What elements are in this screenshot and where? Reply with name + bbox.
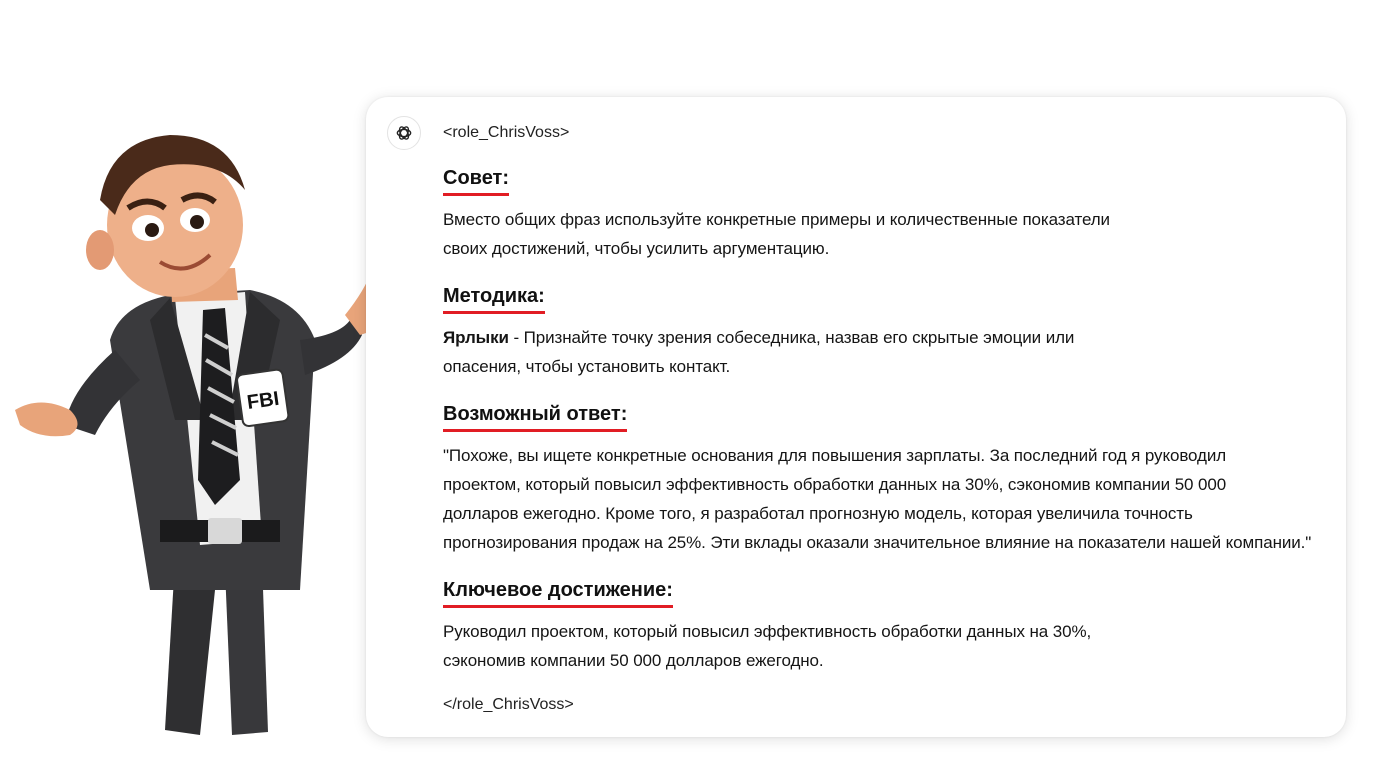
text-line: прогнозирования продаж на 25%. Эти вклады оказали значительное влияние на показатели нашей компании." xyxy=(443,533,1312,552)
text-line: сэкономив компании 50 000 долларов ежегодно. xyxy=(443,651,824,670)
section-text xyxy=(443,441,1338,557)
openai-logo-icon xyxy=(387,116,421,150)
section-text xyxy=(443,205,1338,263)
section-text xyxy=(443,617,1338,675)
section-heading: Ключевое достижение: xyxy=(443,577,673,608)
text-line: "Похоже, вы ищете конкретные основания для повышения зарплаты. За последний год я руководил xyxy=(443,446,1227,465)
method-term: Ярлыки xyxy=(443,328,509,347)
text-line: опасения, чтобы установить контакт. xyxy=(443,357,731,376)
message-content xyxy=(443,123,1338,715)
section-heading: Возможный ответ: xyxy=(443,401,627,432)
section-heading: Совет: xyxy=(443,165,509,196)
role-close-tag: </role_ChrisVoss> xyxy=(443,696,574,713)
text-line: Вместо общих фраз используйте конкретные примеры и количественные показатели xyxy=(443,210,1110,229)
text-line: проектом, который повысил эффективность обработки данных на 30%, сэкономив компании 50 000 xyxy=(443,475,1227,494)
method-description: - Признайте точку зрения собеседника, назвав его скрытые эмоции или xyxy=(508,328,1075,347)
text-line: Руководил проектом, который повысил эффективность обработки данных на 30%, xyxy=(443,622,1092,641)
section-text xyxy=(443,323,1338,381)
section-method xyxy=(443,283,1338,381)
badge-text: FBI xyxy=(245,387,281,414)
section-advice xyxy=(443,165,1338,263)
section-possible-answer xyxy=(443,401,1338,557)
role-open-tag: <role_ChrisVoss> xyxy=(443,124,570,141)
assistant-message-card xyxy=(366,97,1346,737)
text-line: долларов ежегодно. Кроме того, я разработал прогнозную модель, которая увеличила точность xyxy=(443,504,1193,523)
section-heading: Методика: xyxy=(443,283,545,314)
text-line xyxy=(443,323,1338,352)
text-line: своих достижений, чтобы усилить аргументацию. xyxy=(443,239,830,258)
section-key-achievement xyxy=(443,577,1338,675)
